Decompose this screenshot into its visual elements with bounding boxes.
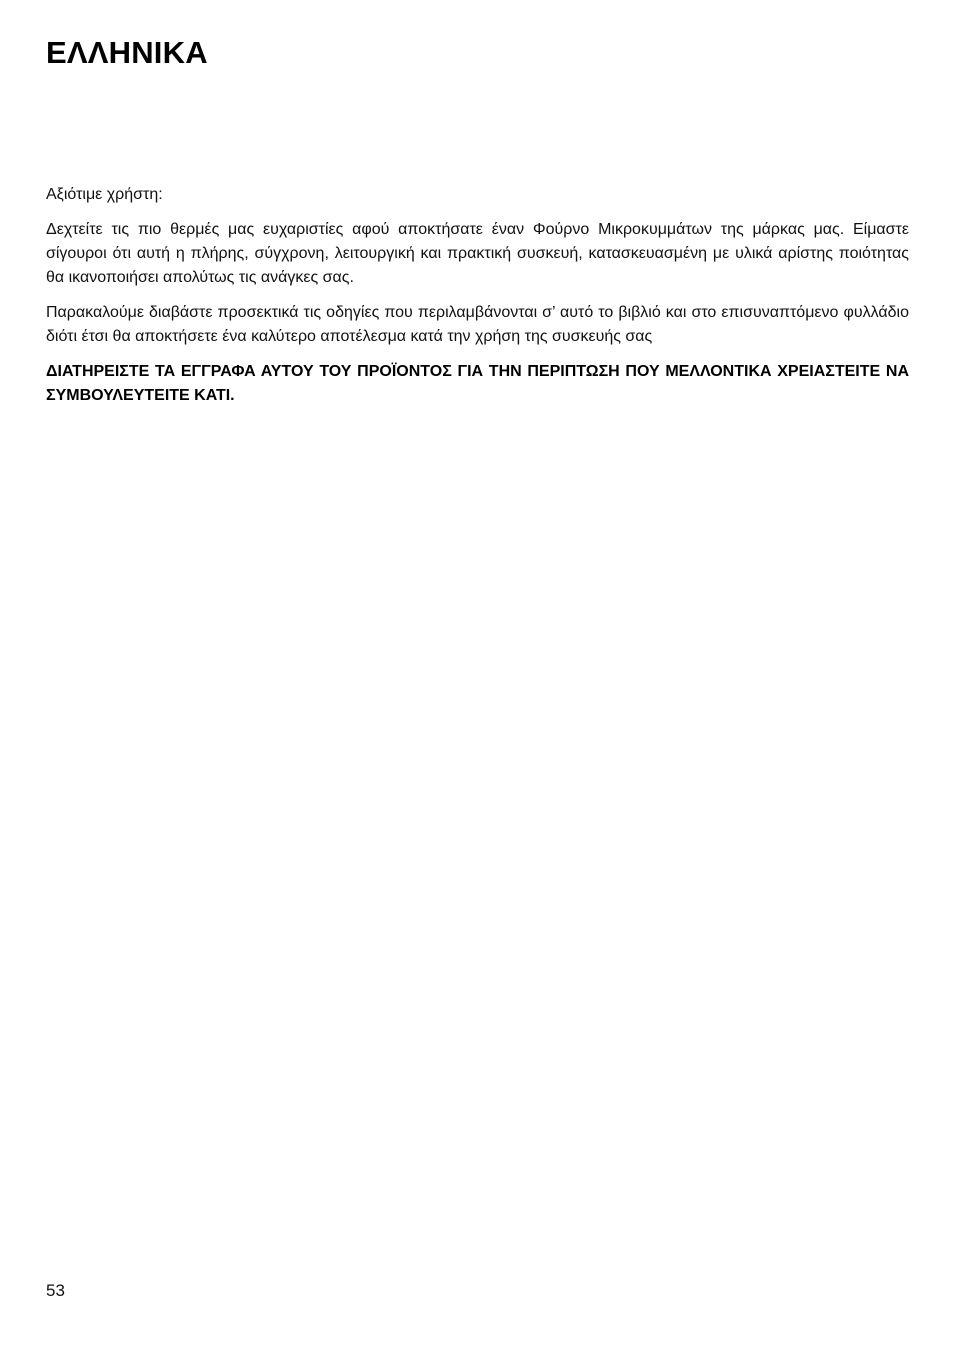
- thanks-paragraph: Δεχτείτε τις πιο θερμές μας ευχαριστίες αφού αποκτήσατε έναν Φούρνο Μικροκυμμάτων της μάρκας μας. Είμαστε σίγουροι ότι αυτή η πλήρης, σύγχρονη, λειτουργική και πρακτική συσκευή, κατασκευασμένη με υλικά αρίστης ποιότητας θα ικανοποιήσει απολύτως τις ανάγκες σας.: [46, 221, 909, 286]
- document-body: [46, 183, 909, 419]
- keep-documents-notice: ΔΙΑΤΗΡΕΙΣΤΕ ΤΑ ΕΓΓΡΑΦΑ ΑΥΤΟΥ ΤΟΥ ΠΡΟΪΟΝΤΟΣ ΓΙΑ ΤΗΝ ΠΕΡΙΠΤΩΣΗ ΠΟΥ ΜΕΛΛΟΝΤΙΚΑ ΧΡΕΙΑΣΤΕΙΤΕ ΝΑ ΣΥΜΒΟΥΛΕΥΤΕΙΤΕ ΚΑΤΙ.: [46, 363, 909, 404]
- instructions-paragraph: Παρακαλούμε διαβάστε προσεκτικά τις οδηγίες που περιλαμβάνονται σ’ αυτό το βιβλιό και στο επισυναπτόμενο φυλλάδιο διότι έτσι θα αποκτήσετε ένα καλύτερο αποτέλεσμα κατά την χρήση της συσκευής σας: [46, 304, 909, 345]
- page-number: 53: [46, 1281, 65, 1300]
- greeting-text: Αξιότιμε χρήστη:: [46, 186, 163, 203]
- page-title: ΕΛΛΗΝΙΚΑ: [46, 35, 208, 70]
